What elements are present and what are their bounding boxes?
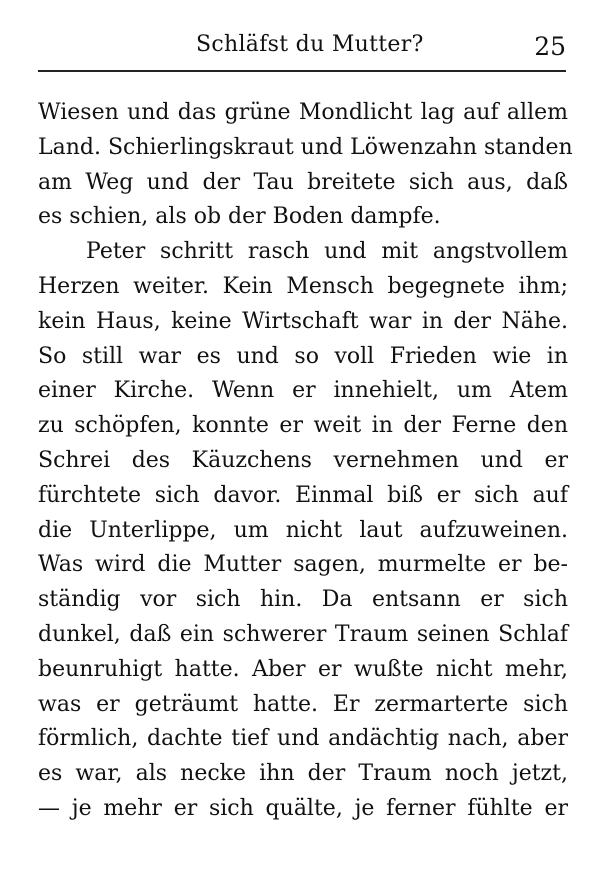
text-line: es schien, als ob der Boden dampfe. bbox=[38, 204, 441, 230]
text-line: ständig vor sich hin. Da entsann er sich bbox=[38, 587, 568, 613]
text-line: beunruhigt hatte. Aber er wußte nicht mehr, bbox=[38, 656, 568, 682]
text-line: einer Kirche. Wenn er innehielt, um Atem bbox=[38, 378, 568, 404]
text-line: es war, als necke ihn der Traum noch jetzt, bbox=[38, 761, 568, 787]
text-line: kein Haus, keine Wirtschaft war in der Nähe. bbox=[38, 308, 568, 334]
text-line: Wiesen und das grüne Mondlicht lag auf allem bbox=[38, 100, 568, 125]
text-line: Land. Schierlingskraut und Löwenzahn standen bbox=[38, 134, 573, 160]
text-line: die Unterlippe, um nicht laut aufzuweinen. bbox=[38, 517, 568, 543]
text-line: Was wird die Mutter sagen, murmelte er be- bbox=[38, 552, 568, 578]
text-line: So still war es und so voll Frieden wie in bbox=[38, 343, 568, 369]
text-line: förmlich, dachte tief und andächtig nach, aber bbox=[38, 726, 568, 752]
text-line: Schrei des Käuzchens vernehmen und er bbox=[38, 447, 568, 473]
page-number: 25 bbox=[534, 32, 566, 61]
header-rule bbox=[38, 70, 566, 72]
text-line: zu schöpfen, konnte er weit in der Ferne den bbox=[38, 413, 568, 439]
text-line: Herzen weiter. Kein Mensch begegnete ihm; bbox=[38, 273, 568, 299]
text-line: fürchtete sich davor. Einmal biß er sich auf bbox=[38, 482, 568, 508]
body-text bbox=[38, 96, 573, 827]
text-line: was er geträumt hatte. Er zermarterte sich bbox=[38, 691, 568, 717]
text-line: am Weg und der Tau breitete sich aus, daß bbox=[38, 169, 568, 195]
text-line: Peter schritt rasch und mit angstvollem bbox=[86, 239, 568, 265]
text-line: — je mehr er sich quälte, je ferner fühlte er bbox=[38, 795, 568, 821]
text-line: dunkel, daß ein schwerer Traum seinen Schlaf bbox=[38, 621, 568, 647]
running-title: Schläfst du Mutter? bbox=[196, 32, 424, 57]
